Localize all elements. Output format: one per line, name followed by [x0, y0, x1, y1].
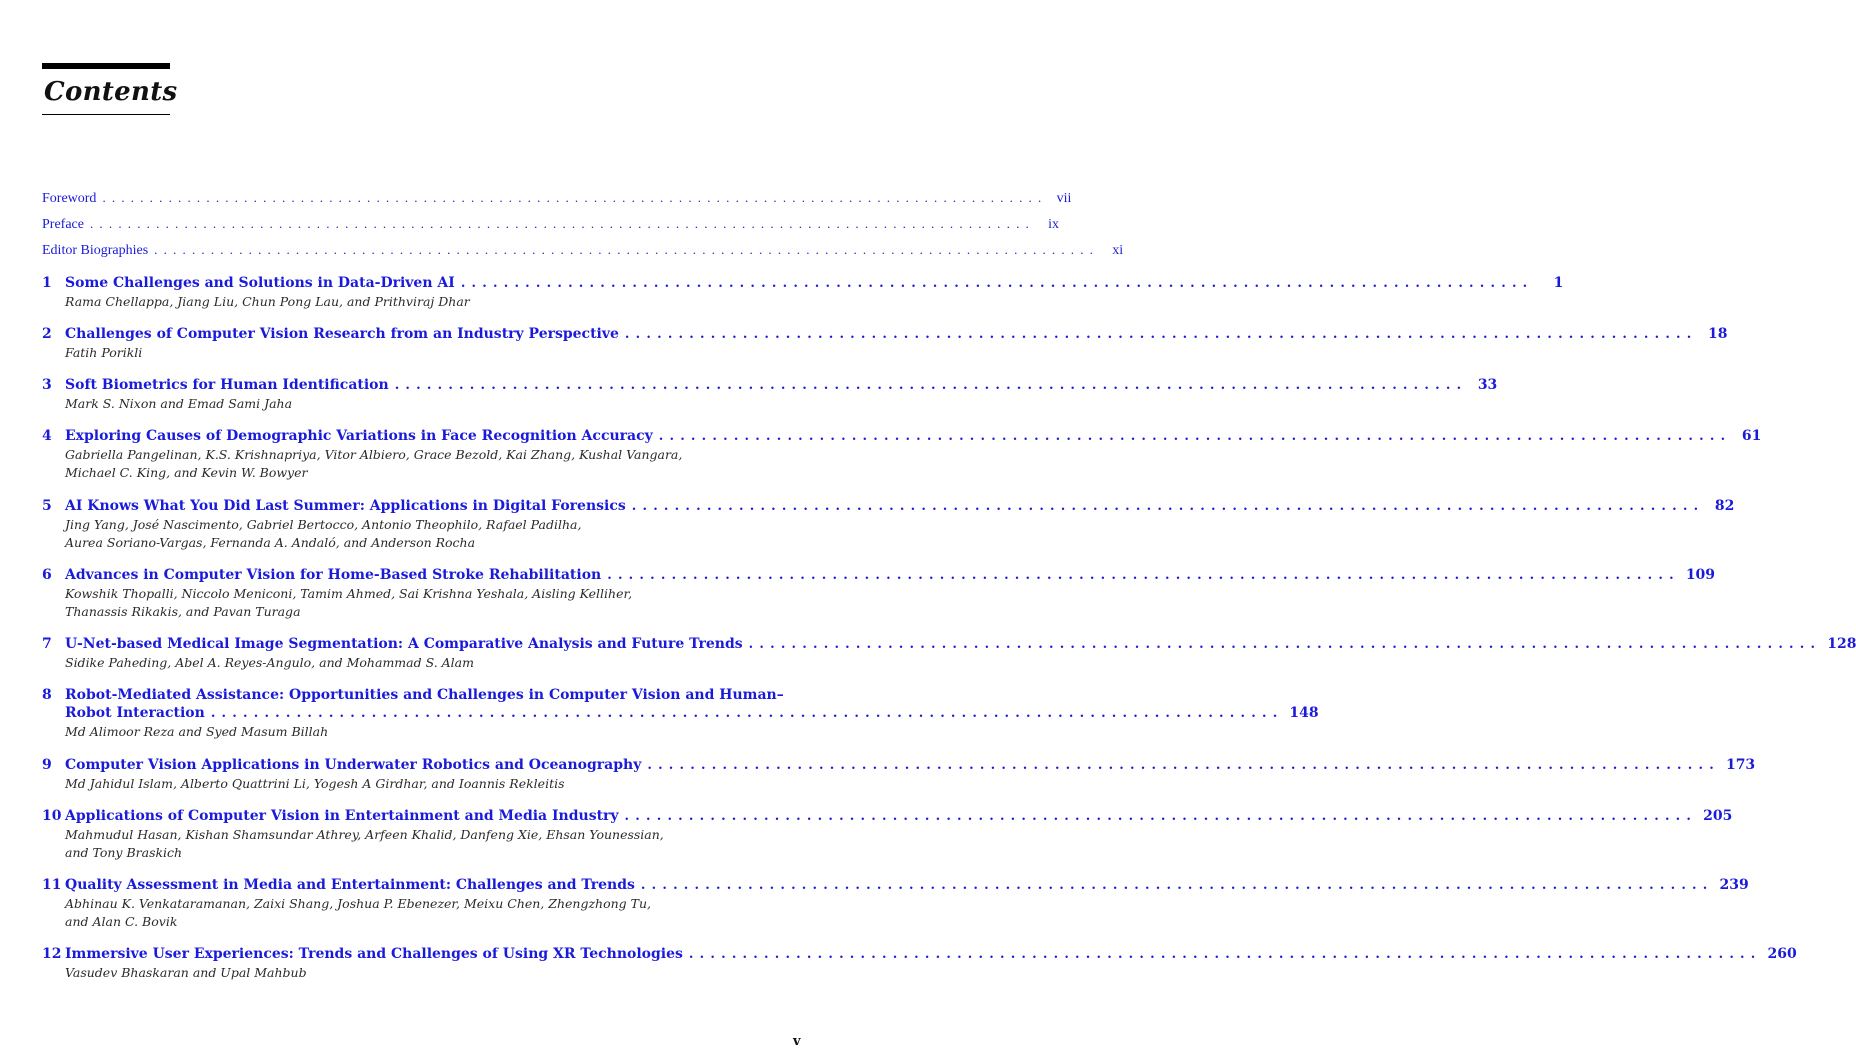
chapter-heading[interactable]	[42, 807, 1733, 826]
toc-entry-foreword[interactable]	[42, 190, 1072, 208]
chapter-number[interactable]: 7	[42, 636, 52, 652]
chapter-page[interactable]: 1	[1553, 275, 1564, 291]
chapter-number[interactable]: 3	[42, 377, 52, 393]
chapter-page[interactable]: 239	[1719, 877, 1749, 893]
toc-chapter-5	[42, 497, 1735, 552]
chapter-title[interactable]: Challenges of Computer Vision Research from an Industry Perspective	[65, 326, 619, 342]
chapter-heading[interactable]	[42, 876, 1749, 895]
chapter-number[interactable]: 2	[42, 326, 52, 342]
author-line: Jing Yang, José Nascimento, Gabriel Bertocco, Antonio Theophilo, Rafael Padilha,	[65, 517, 582, 532]
chapter-title-line2[interactable]: Robot Interaction	[65, 705, 205, 721]
chapter-number[interactable]: 11	[42, 877, 62, 893]
chapter-authors	[42, 516, 804, 552]
entry-page[interactable]: ix	[1048, 217, 1059, 232]
toc-chapter-11	[42, 876, 1749, 931]
author-line: Fatih Porikli	[65, 345, 143, 360]
chapter-title[interactable]: Computer Vision Applications in Underwater Robotics and Oceanography	[65, 757, 642, 773]
chapter-heading[interactable]	[42, 686, 804, 704]
chapter-number[interactable]: 8	[42, 687, 52, 703]
entry-label[interactable]: Foreword	[42, 191, 97, 206]
chapter-authors	[42, 964, 804, 982]
chapter-title-continued[interactable]	[42, 704, 1319, 723]
chapter-page[interactable]: 82	[1714, 498, 1735, 514]
dot-leader: ....................................................................................................	[631, 499, 1705, 514]
author-line: Thanassis Rikakis, and Pavan Turaga	[65, 604, 301, 619]
chapter-number[interactable]: 4	[42, 428, 52, 444]
chapter-heading[interactable]	[42, 566, 1716, 585]
author-line: and Tony Braskich	[65, 845, 183, 860]
toc-chapter-6	[42, 566, 1716, 621]
chapter-title[interactable]: Exploring Causes of Demographic Variations in Face Recognition Accuracy	[65, 428, 653, 444]
chapter-number[interactable]: 5	[42, 498, 52, 514]
chapter-title[interactable]: Applications of Computer Vision in Entertainment and Media Industry	[65, 808, 619, 824]
author-line: Mahmudul Hasan, Kishan Shamsundar Athrey, Arfeen Khalid, Danfeng Xie, Ehsan Younessian,	[65, 827, 664, 842]
author-line: Abhinau K. Venkataramanan, Zaixi Shang, Joshua P. Ebenezer, Meixu Chen, Zhengzhong Tu,	[65, 896, 651, 911]
entry-label[interactable]: Preface	[42, 217, 84, 232]
dot-leader: ....................................................................................................	[748, 637, 1822, 652]
page-title: Contents	[44, 77, 178, 107]
chapter-title[interactable]: U-Net-based Medical Image Segmentation: A Comparative Analysis and Future Trends	[65, 636, 743, 652]
entry-label[interactable]: Editor Biographies	[42, 243, 149, 258]
chapter-authors	[42, 293, 804, 311]
author-line: Gabriella Pangelinan, K.S. Krishnapriya, Vitor Albiero, Grace Bezold, Kai Zhang, Kushal Vangara,	[65, 447, 683, 462]
toc-chapter-8	[42, 686, 1319, 741]
dot-leader: ....................................................................................................	[647, 758, 1720, 773]
chapter-authors	[42, 775, 804, 793]
author-line: Rama Chellappa, Jiang Liu, Chun Pong Lau, and Prithviraj Dhar	[65, 294, 470, 309]
chapter-heading[interactable]	[42, 274, 1564, 293]
chapter-heading[interactable]	[42, 497, 1735, 516]
chapter-page[interactable]: 128	[1827, 636, 1856, 652]
chapter-number[interactable]: 12	[42, 946, 62, 962]
chapter-page[interactable]: 260	[1767, 946, 1797, 962]
toc-chapter-3	[42, 376, 1498, 413]
chapter-title[interactable]: Some Challenges and Solutions in Data-Driven AI	[65, 275, 455, 291]
chapter-title[interactable]: Soft Biometrics for Human Identification	[65, 377, 389, 393]
dot-leader: ....................................................................................................	[688, 947, 1762, 962]
chapter-title[interactable]: Robot-Mediated Assistance: Opportunities and Challenges in Computer Vision and Human–	[65, 687, 784, 703]
chapter-number[interactable]: 1	[42, 275, 52, 291]
dot-leader: ....................................................................................................	[640, 878, 1714, 893]
dot-leader: ....................................................................................................	[210, 706, 1284, 721]
author-line: and Alan C. Bovik	[65, 914, 178, 929]
chapter-number[interactable]: 6	[42, 567, 52, 583]
chapter-authors	[42, 344, 804, 362]
chapter-page[interactable]: 18	[1708, 326, 1728, 342]
chapter-page[interactable]: 173	[1725, 757, 1756, 773]
chapter-page[interactable]: 61	[1741, 428, 1762, 444]
author-line: Kowshik Thopalli, Niccolo Meniconi, Tamim Ahmed, Sai Krishna Yeshala, Aisling Kelliher,	[65, 586, 633, 601]
toc-chapter-9	[42, 756, 1756, 793]
chapter-page[interactable]: 33	[1477, 377, 1498, 393]
chapter-title[interactable]: AI Knows What You Did Last Summer: Applications in Digital Forensics	[65, 498, 626, 514]
chapter-number[interactable]: 9	[42, 757, 52, 773]
dot-leader: ....................................................................................................	[89, 216, 1035, 231]
author-line: Michael C. King, and Kevin W. Bowyer	[65, 465, 308, 480]
chapter-heading[interactable]	[42, 376, 1498, 395]
author-line: Vasudev Bhaskaran and Upal Mahbub	[65, 965, 307, 980]
chapter-authors	[42, 585, 804, 621]
dot-leader: ....................................................................................................	[154, 242, 1100, 257]
toc-chapter-4	[42, 427, 1762, 482]
toc-entry-preface[interactable]	[42, 216, 1059, 234]
chapter-heading[interactable]	[42, 427, 1762, 446]
heading-underline	[42, 114, 170, 115]
page-number: v	[793, 1034, 801, 1049]
chapter-heading[interactable]	[42, 635, 1856, 654]
author-line: Sidike Paheding, Abel A. Reyes-Angulo, and Mohammad S. Alam	[65, 655, 474, 670]
chapter-authors	[42, 446, 804, 482]
chapter-title[interactable]: Advances in Computer Vision for Home-Based Stroke Rehabilitation	[65, 567, 602, 583]
toc-entry-editor-biographies[interactable]	[42, 242, 1124, 260]
dot-leader: ....................................................................................................	[460, 276, 1534, 291]
chapter-authors	[42, 395, 804, 413]
chapter-heading[interactable]	[42, 945, 1797, 964]
toc-chapter-10	[42, 807, 1733, 862]
chapter-page[interactable]: 205	[1703, 808, 1733, 824]
chapter-authors	[42, 826, 804, 862]
dot-leader: ....................................................................................................	[658, 429, 1732, 444]
chapter-number[interactable]: 10	[42, 808, 62, 824]
chapter-title[interactable]: Immersive User Experiences: Trends and Challenges of Using XR Technologies	[65, 946, 683, 962]
author-line: Mark S. Nixon and Emad Sami Jaha	[65, 396, 293, 411]
toc-chapter-12	[42, 945, 1797, 982]
dot-leader: ....................................................................................................	[624, 809, 1698, 824]
toc-chapter-2	[42, 325, 1728, 362]
author-line: Aurea Soriano-Vargas, Fernanda A. Andaló, and Anderson Rocha	[65, 535, 476, 550]
chapter-heading[interactable]	[42, 325, 1728, 344]
chapter-authors	[42, 654, 804, 672]
dot-leader: ....................................................................................................	[102, 190, 1048, 205]
toc-chapter-7	[42, 635, 1856, 672]
dot-leader: ....................................................................................................	[624, 327, 1698, 342]
entry-page[interactable]: vii	[1056, 191, 1072, 206]
dot-leader: ....................................................................................................	[394, 378, 1468, 393]
chapter-page[interactable]: 148	[1289, 705, 1319, 721]
chapter-heading[interactable]	[42, 756, 1756, 775]
heading-top-rule	[42, 63, 170, 69]
author-line: Md Jahidul Islam, Alberto Quattrini Li, Yogesh A Girdhar, and Ioannis Rekleitis	[65, 776, 565, 791]
toc-chapter-1	[42, 274, 1564, 311]
author-line: Md Alimoor Reza and Syed Masum Billah	[65, 724, 329, 739]
dot-leader: ....................................................................................................	[607, 568, 1680, 583]
entry-page[interactable]: xi	[1112, 243, 1124, 258]
chapter-title[interactable]: Quality Assessment in Media and Entertainment: Challenges and Trends	[65, 877, 635, 893]
chapter-authors	[42, 895, 804, 931]
chapter-page[interactable]: 109	[1685, 567, 1716, 583]
chapter-authors	[42, 723, 804, 741]
